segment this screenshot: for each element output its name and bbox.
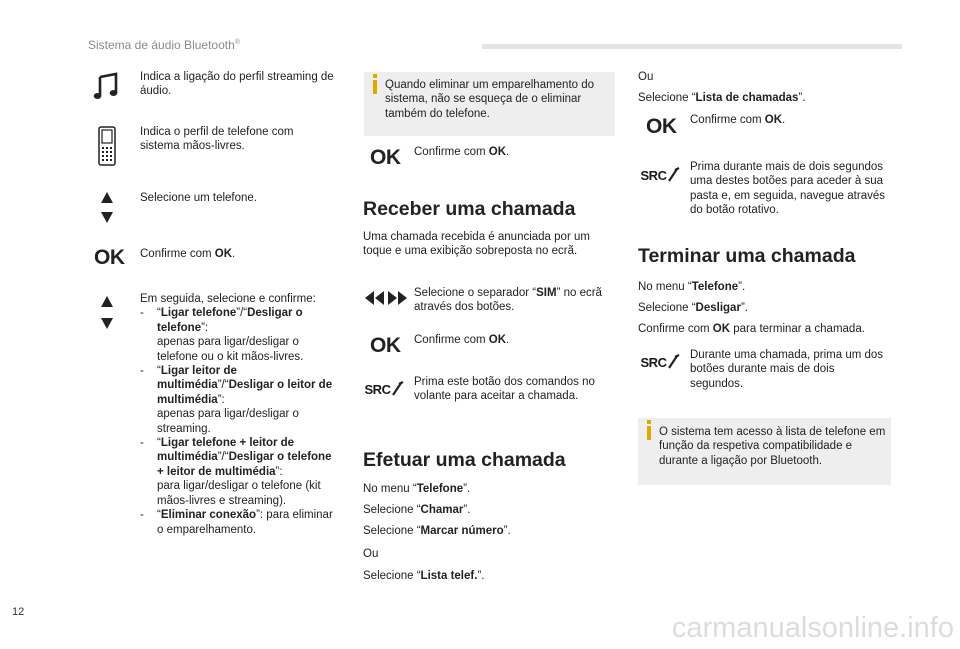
options-list	[140, 306, 335, 537]
then-select-text: Em seguida, selecione e confirme:	[140, 293, 316, 305]
src-phone-icon: SRC	[639, 352, 683, 372]
select-call-text: Selecione “Chamar”.	[363, 504, 471, 516]
up-arrow-icon	[101, 192, 113, 203]
src-phone-icon: SRC	[363, 379, 407, 399]
select-hangup-text: Selecione “Desligar”.	[638, 302, 748, 314]
info-icon	[647, 426, 651, 440]
info-icon	[373, 80, 377, 94]
src-phone-icon: SRC	[639, 165, 683, 185]
watermark: carmanualsonline.info	[671, 612, 954, 644]
or-text: Ou	[363, 548, 379, 560]
music-description: Indica a ligação do perfil streaming de áudio.	[140, 71, 334, 98]
seek-arrows-icon	[363, 289, 409, 307]
confirm-text: Confirme com OK.	[140, 248, 236, 260]
accept-call-text: Prima este botão dos comandos no volante para aceitar a chamada.	[414, 376, 595, 403]
hold-button-text: Prima durante mais de dois segundos uma destes botões para aceder à sua pasta e, em seguida, navegue através do botão rotativo.	[690, 161, 885, 217]
confirm-text: Confirme com OK.	[414, 334, 510, 346]
ok-icon: OK	[370, 334, 401, 357]
menu-text: No menu “Telefone”.	[638, 281, 746, 293]
list-item: - “Ligar telefone”/“Desligar o telefone”: apenas para ligar/desligar o telefone ou o kit mãos-livres.	[140, 307, 304, 363]
down-arrow-icon	[101, 318, 113, 329]
header-rule	[482, 44, 902, 49]
select-contacts-text: Selecione “Lista telef.”.	[363, 570, 485, 582]
ok-icon: OK	[646, 115, 677, 138]
during-call-text: Durante uma chamada, prima um dos botões durante mais de dois segundos.	[690, 349, 884, 390]
ok-icon: OK	[94, 246, 125, 269]
section-title: Sistema de áudio Bluetooth®	[88, 38, 240, 52]
mobile-phone-icon	[96, 126, 118, 166]
confirm-text: Confirme com OK.	[414, 146, 510, 158]
phone-description: Indica o perfil de telefone com sistema mãos-livres.	[140, 126, 294, 153]
list-item: - “Ligar telefone + leitor de multimédia”/“Desligar o telefone + leitor de multimédia”: para ligar/desligar o telefone (kit mãos-livres e streaming).	[140, 437, 332, 507]
music-note-icon	[92, 71, 120, 101]
up-arrow-icon	[101, 296, 113, 307]
heading-make-call: Efetuar uma chamada	[363, 449, 566, 471]
receive-description: Uma chamada recebida é anunciada por um toque e uma exibição sobreposta no ecrã.	[363, 231, 590, 258]
or-text: Ou	[638, 71, 654, 83]
select-call-list-text: Selecione “Lista de chamadas”.	[638, 92, 806, 104]
select-dial-text: Selecione “Marcar número”.	[363, 525, 511, 537]
heading-receive-call: Receber uma chamada	[363, 198, 576, 220]
menu-text: No menu “Telefone”.	[363, 483, 471, 495]
note-text: O sistema tem acesso à lista de telefone em função da respetiva compatibilidade e durante a ligação por Bluetooth.	[659, 426, 886, 467]
select-tab-text: Selecione o separador “SIM” no ecrã através dos botões.	[414, 287, 602, 314]
select-phone-text: Selecione um telefone.	[140, 192, 257, 204]
note-box	[364, 72, 615, 136]
ok-icon: OK	[370, 146, 401, 169]
down-arrow-icon	[101, 212, 113, 223]
page-number: 12	[12, 606, 25, 618]
confirm-end-text: Confirme com OK para terminar a chamada.	[638, 323, 865, 335]
connection-options	[140, 292, 335, 537]
confirm-text: Confirme com OK.	[690, 114, 786, 126]
note-box	[638, 418, 891, 485]
heading-end-call: Terminar uma chamada	[638, 245, 856, 267]
list-item: - “Ligar leitor de multimédia”/“Desligar o leitor de multimédia”: apenas para ligar/desligar o streaming.	[140, 365, 333, 435]
note-text: Quando eliminar um emparelhamento do sistema, não se esqueça de o eliminar também do telefone.	[385, 79, 595, 120]
list-item: - “Eliminar conexão”: para eliminar o emparelhamento.	[140, 509, 333, 536]
